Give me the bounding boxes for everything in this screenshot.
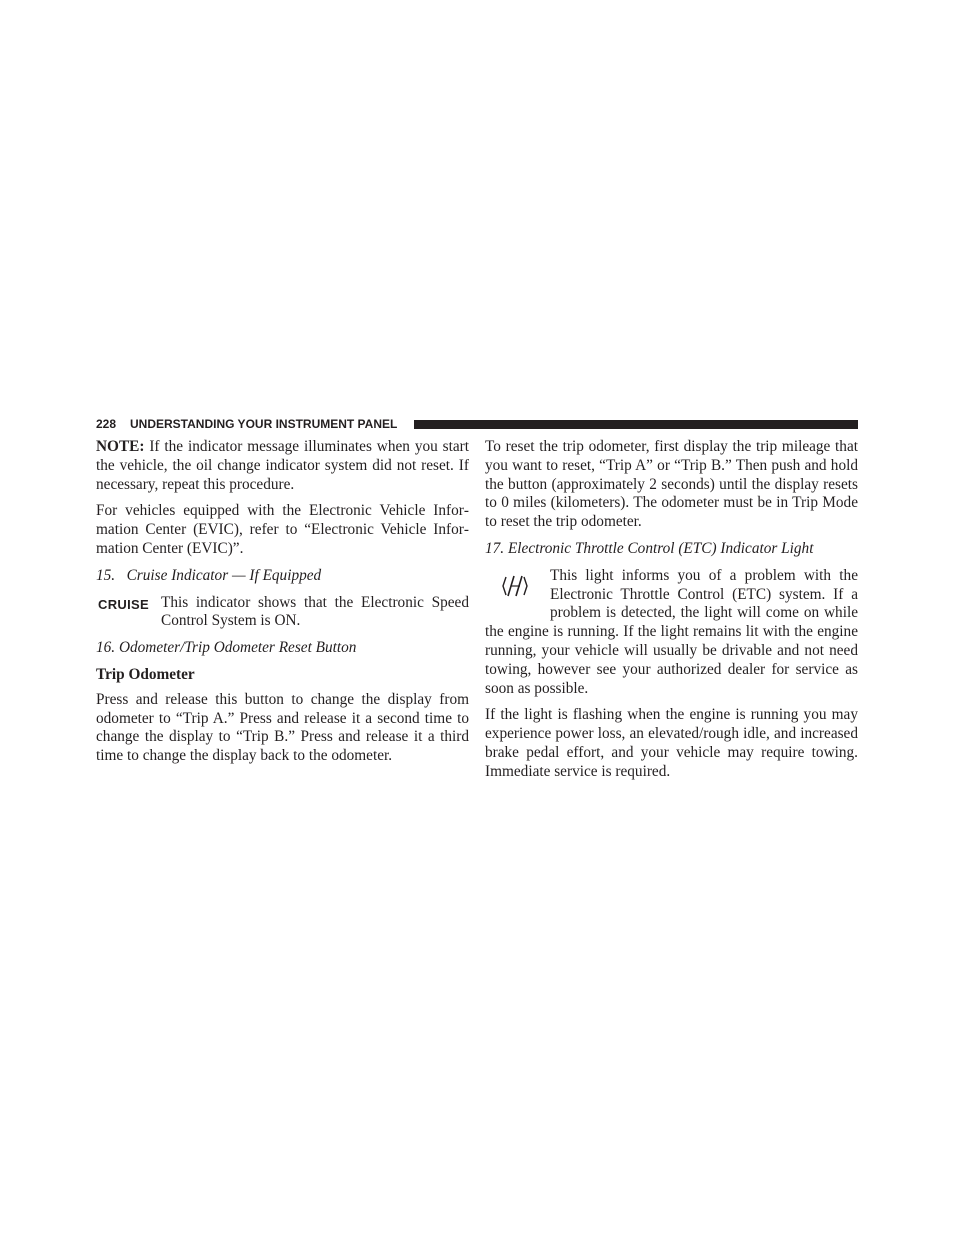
odometer-heading: 16. Odometer/Trip Odometer Reset Button <box>96 639 357 657</box>
etc-text: This light informs you of a problem with the Electronic Throttle Control (ETC) system. If a problem is detected, the light will come on while the engine is running. If the light remains lit with the engine running, your vehicle will usually be drivable and not need towing, however see your authorized dealer for service as soon as possible. <box>485 566 858 697</box>
left-column <box>96 438 469 766</box>
reset-paragraph: To reset the trip odometer, first display the trip mileage that you want to reset, “Trip A” or “Trip B.” Then push and hold the button (approximately 2 seconds) until the display resets to 0 miles (kilometers). The odometer must be in Trip Mode to reset the trip odometer. <box>485 438 858 531</box>
etc-throttle-icon <box>485 567 550 623</box>
note-paragraph <box>96 438 469 494</box>
trip-odometer-subheading: Trip Odometer <box>96 665 195 683</box>
etc-heading: 17. Electronic Throttle Control (ETC) Indicator Light <box>485 539 814 557</box>
cruise-indicator-row <box>96 594 469 632</box>
flashing-paragraph: If the light is flashing when the engine is running you may experience power loss, an elevated/rough idle, and increased brake pedal effort, and your vehicle may require towing. Immediate service is required. <box>485 706 858 780</box>
note-text: If the indicator message illuminates when you start the vehicle, the oil change indicator system did not reset. If necessary, repeat this procedure. <box>96 438 469 493</box>
note-lead: NOTE: <box>96 438 145 455</box>
section-title: UNDERSTANDING YOUR INSTRUMENT PANEL <box>130 417 398 431</box>
page-header <box>96 417 858 431</box>
page-number: 228 <box>96 417 117 431</box>
etc-indicator-block <box>485 567 858 699</box>
cruise-icon: CRUISE <box>98 596 149 612</box>
right-column <box>485 438 858 782</box>
trip-odometer-paragraph: Press and release this button to change the display from odometer to “Trip A.” Press and release it a second time to change the display to “Trip B.” Press and release it a third time to change the display back to the odometer. <box>96 690 469 765</box>
header-rule <box>414 420 858 429</box>
cruise-text: This indicator shows that the Electronic Speed Control System is ON. <box>161 593 469 630</box>
cruise-heading: 15. Cruise Indicator — If Equipped <box>96 566 322 584</box>
evic-paragraph: For vehicles equipped with the Electronic Vehicle Information Center (EVIC), refer to “Electronic Vehicle Information Center (EVIC)”. <box>96 502 469 557</box>
